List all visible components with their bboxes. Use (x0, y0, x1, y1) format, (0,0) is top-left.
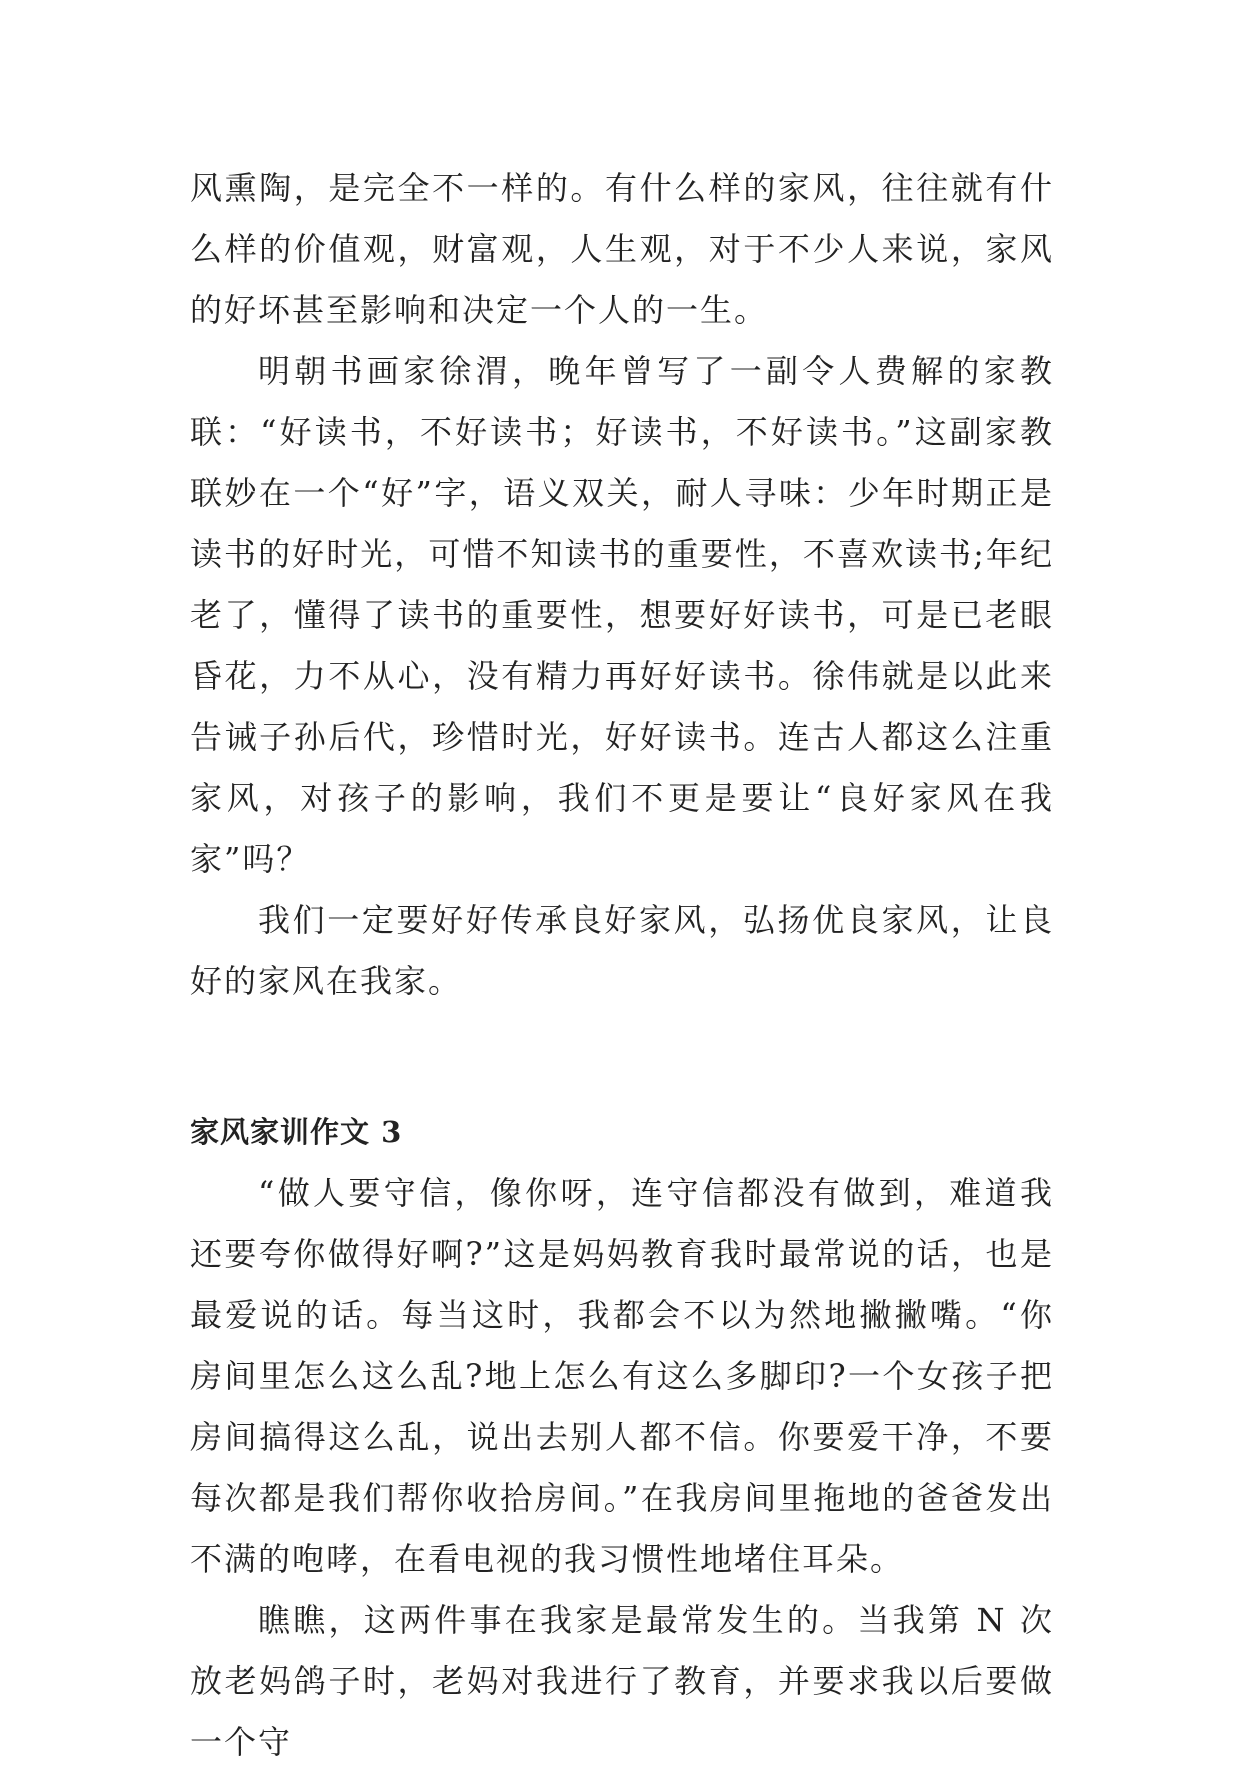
paragraph-continuation: 风熏陶，是完全不一样的。有什么样的家风，往往就有什么样的价值观，财富观，人生观，对于不少人来说，家风的好坏甚至影响和决定一个人的一生。 (190, 169, 1054, 329)
paragraph-xu-wei: 明朝书画家徐渭，晚年曾写了一副令人费解的家教联：“好读书，不好读书；好读书，不好读书。”这副家教联妙在一个“好”字，语义双关，耐人寻味：少年时期正是读书的好时光，可惜不知读书的重要性，不喜欢读书;年纪老了，懂得了读书的重要性，想要好好读书，可是已老眼昏花，力不从心，没有精力再好好读书。徐伟就是以此来告诫子孙后代，珍惜时光，好好读书。连古人都这么注重家风，对孩子的影响，我们不更是要让“良好家风在我家”吗？ (190, 352, 1054, 878)
document-page (190, 158, 1054, 1773)
paragraph-conclusion: 我们一定要好好传承良好家风，弘扬优良家风，让良好的家风在我家。 (190, 901, 1054, 1000)
paragraph-look: 瞧瞧，这两件事在我家是最常发生的。当我第 N 次放老妈鸽子时，老妈对我进行了教育，并要求我以后要做一个守 (190, 1601, 1054, 1761)
paragraph-mom-quote: “做人要守信，像你呀，连守信都没有做到，难道我还要夸你做得好啊?”这是妈妈教育我时最常说的话，也是最爱说的话。每当这时，我都会不以为然地撇撇嘴。“你房间里怎么这么乱?地上怎么有这么多脚印?一个女孩子把房间搞得这么乱，说出去别人都不信。你要爱干净，不要每次都是我们帮你收拾房间。”在我房间里拖地的爸爸发出不满的咆哮，在看电视的我习惯性地堵住耳朵。 (190, 1174, 1054, 1578)
section-title: 家风家训作文 3 (190, 1115, 403, 1149)
